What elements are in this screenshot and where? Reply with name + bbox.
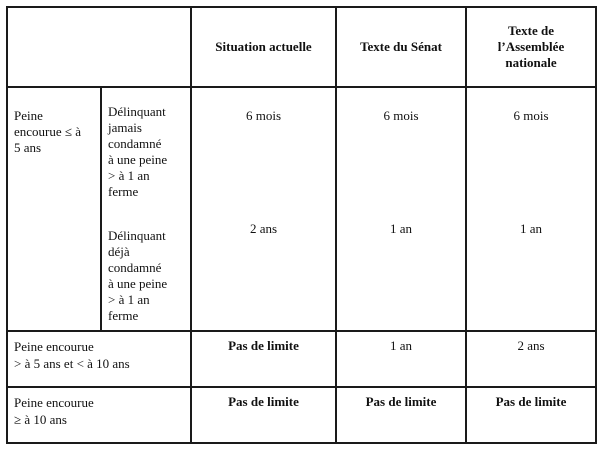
row3-label xyxy=(7,387,191,443)
row1-label xyxy=(7,87,101,331)
sublabel-deja-condamne xyxy=(108,228,186,324)
row1-senat-a: 6 mois xyxy=(383,108,419,123)
row2-situation-actuelle xyxy=(191,331,336,387)
row3-label-line2: ≥ à 10 ans xyxy=(14,412,67,427)
row1-assemblee-b: 1 an xyxy=(519,221,543,236)
row2-label-line1: Peine encourue xyxy=(14,339,94,354)
sub-b-line5: > à 1 an xyxy=(108,292,150,307)
comparison-table xyxy=(6,6,597,444)
sub-a-line1: Délinquant xyxy=(108,104,166,119)
sub-b-line2: déjà xyxy=(108,244,130,259)
row2-assemblee-value: 2 ans xyxy=(517,338,545,353)
row-peine-5-10-ans xyxy=(7,331,596,387)
sub-a-line4: à une peine xyxy=(108,152,168,167)
row-peine-inf-5-ans xyxy=(7,87,596,331)
header-row xyxy=(7,7,596,87)
row3-assemblee-value: Pas de limite xyxy=(495,394,567,409)
row2-texte-senat xyxy=(336,331,466,387)
sub-a-line3: condamné xyxy=(108,136,162,151)
row1-texte-senat xyxy=(336,87,466,331)
sub-b-line4: à une peine xyxy=(108,276,168,291)
sub-a-line5: > à 1 an xyxy=(108,168,150,183)
sublabel-jamais-condamne xyxy=(108,104,186,200)
row3-texte-senat xyxy=(336,387,466,443)
row1-senat-b: 1 an xyxy=(389,221,413,236)
header-texte-senat xyxy=(336,7,466,87)
row2-label xyxy=(7,331,191,387)
row1-texte-assemblee xyxy=(466,87,596,331)
header-situation-actuelle xyxy=(191,7,336,87)
row2-senat-value: 1 an xyxy=(389,338,413,353)
row1-label-line3: 5 ans xyxy=(14,140,42,155)
header-situation-label: Situation actuelle xyxy=(215,39,312,54)
header-empty-cell xyxy=(7,7,191,87)
row1-situation-b: 2 ans xyxy=(249,221,278,236)
row3-texte-assemblee xyxy=(466,387,596,443)
header-senat-label: Texte du Sénat xyxy=(360,39,442,54)
row3-situation-actuelle xyxy=(191,387,336,443)
header-assemblee-line3: nationale xyxy=(505,55,557,70)
row2-situation-value: Pas de limite xyxy=(228,338,299,353)
row1-label-line1: Peine xyxy=(14,108,43,123)
sub-a-line6: ferme xyxy=(108,184,139,199)
row2-texte-assemblee xyxy=(466,331,596,387)
sub-a-line2: jamais xyxy=(108,120,142,135)
row-peine-sup-10-ans xyxy=(7,387,596,443)
row1-situation-actuelle xyxy=(191,87,336,331)
sub-b-line6: ferme xyxy=(108,308,139,323)
row3-senat-value: Pas de limite xyxy=(365,394,437,409)
row1-situation-a: 6 mois xyxy=(245,108,282,123)
row1-assemblee-a: 6 mois xyxy=(513,108,549,123)
sub-b-line3: condamné xyxy=(108,260,162,275)
header-assemblee-line2: l’Assemblée xyxy=(497,39,565,54)
row2-label-line2: > à 5 ans et < à 10 ans xyxy=(14,356,130,371)
header-texte-assemblee xyxy=(466,7,596,87)
row1-label-line2: encourue ≤ à xyxy=(14,124,82,139)
row1-sublabels xyxy=(101,87,191,331)
row3-label-line1: Peine encourue xyxy=(14,395,94,410)
row3-situation-value: Pas de limite xyxy=(228,394,299,409)
sub-b-line1: Délinquant xyxy=(108,228,166,243)
header-assemblee-line1: Texte de xyxy=(507,23,555,38)
